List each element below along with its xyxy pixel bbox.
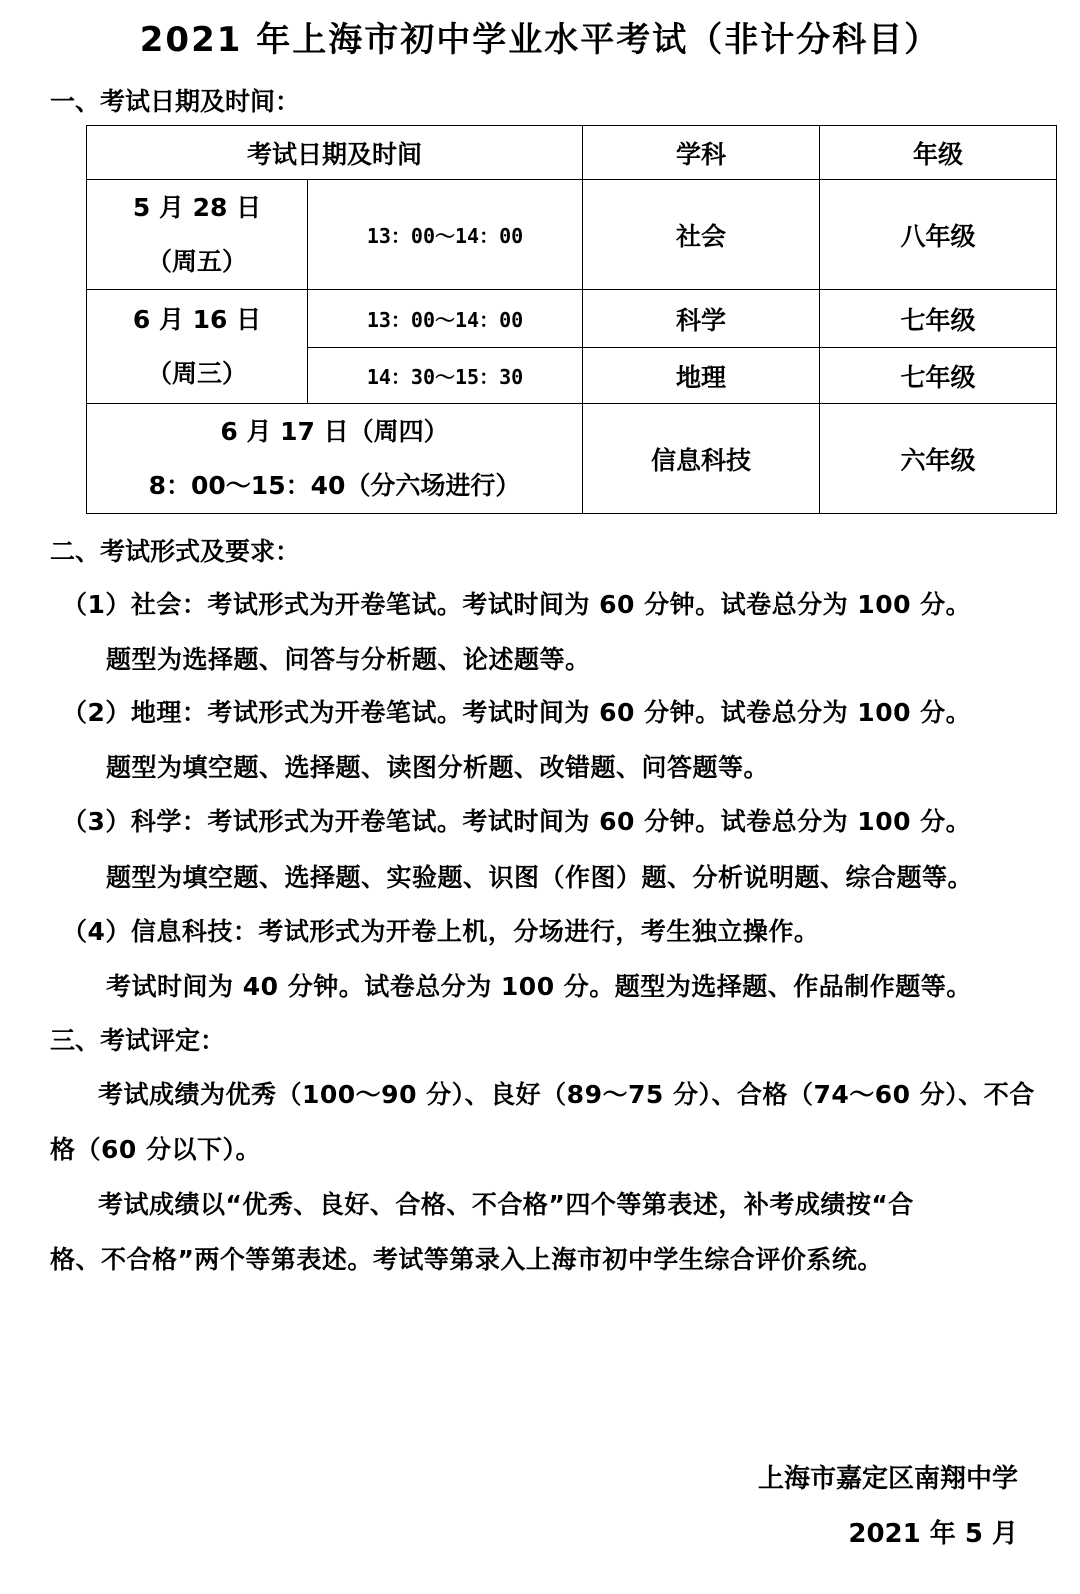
requirement-geography-line2: 题型为填空题、选择题、读图分析题、改错题、问答题等。 — [106, 753, 770, 782]
schedule-table — [86, 125, 1057, 514]
evaluation-p2-line1: 考试成绩以“优秀、良好、合格、不合格”四个等第表述，补考成绩按“合 — [98, 1190, 914, 1219]
table-row — [87, 180, 1057, 290]
requirement-it-line1: （4）信息科技：考试形式为开卷上机，分场进行，考生独立操作。 — [62, 917, 820, 946]
evaluation-p1-line1: 考试成绩为优秀（100～90 分）、良好（89～75 分）、合格（74～60 分）、不合 — [98, 1080, 1035, 1109]
subject-cell: 科学 — [583, 290, 820, 348]
date-cell — [87, 290, 308, 404]
issue-date: 2021 年 5 月 — [848, 1519, 1018, 1549]
table-row — [87, 404, 1057, 514]
weekday-text: （周三） — [146, 358, 247, 388]
header-date-time: 考试日期及时间 — [87, 126, 583, 180]
time-cell: 14：30～15：30 — [308, 348, 583, 404]
header-grade: 年级 — [820, 126, 1057, 180]
section-heading-schedule: 一、考试日期及时间： — [50, 87, 301, 116]
weekday-text: （周五） — [146, 246, 247, 276]
table-header-row — [87, 126, 1057, 180]
table-row — [87, 290, 1057, 348]
section-heading-requirements: 二、考试形式及要求： — [50, 537, 301, 566]
page-title: 2021 年上海市初中学业水平考试（非计分科目） — [139, 20, 941, 60]
grade-cell: 六年级 — [820, 404, 1057, 514]
requirement-geography-line1: （2）地理：考试形式为开卷笔试。考试时间为 60 分钟。试卷总分为 100 分。 — [62, 698, 972, 727]
date-text: 6 月 17 日（周四） — [220, 416, 449, 446]
school-name: 上海市嘉定区南翔中学 — [757, 1464, 1018, 1494]
requirement-science-line1: （3）科学：考试形式为开卷笔试。考试时间为 60 分钟。试卷总分为 100 分。 — [62, 807, 972, 836]
subject-cell: 社会 — [583, 180, 820, 290]
evaluation-p2-line2: 格、不合格”两个等第表述。考试等第录入上海市初中学生综合评价系统。 — [50, 1245, 883, 1274]
subject-cell: 信息科技 — [583, 404, 820, 514]
date-cell — [87, 180, 308, 290]
section-heading-evaluation: 三、考试评定： — [50, 1026, 226, 1055]
time-cell: 13：00～14：00 — [308, 290, 583, 348]
requirement-social-line2: 题型为选择题、问答与分析题、论述题等。 — [106, 645, 591, 674]
date-time-cell — [87, 404, 583, 514]
time-cell: 13：00～14：00 — [308, 180, 583, 290]
subject-cell: 地理 — [583, 348, 820, 404]
requirement-science-line2: 题型为填空题、选择题、实验题、识图（作图）题、分析说明题、综合题等。 — [106, 863, 974, 892]
grade-cell: 七年级 — [820, 348, 1057, 404]
grade-cell: 七年级 — [820, 290, 1057, 348]
time-text: 8：00～15：40（分六场进行） — [148, 470, 521, 500]
requirement-social-line1: （1）社会：考试形式为开卷笔试。考试时间为 60 分钟。试卷总分为 100 分。 — [62, 590, 972, 619]
grade-cell: 八年级 — [820, 180, 1057, 290]
date-text: 6 月 16 日 — [132, 304, 262, 334]
evaluation-p1-line2: 格（60 分以下）。 — [50, 1135, 261, 1164]
date-text: 5 月 28 日 — [132, 192, 262, 222]
requirement-it-line2: 考试时间为 40 分钟。试卷总分为 100 分。题型为选择题、作品制作题等。 — [106, 972, 972, 1001]
header-subject: 学科 — [583, 126, 820, 180]
